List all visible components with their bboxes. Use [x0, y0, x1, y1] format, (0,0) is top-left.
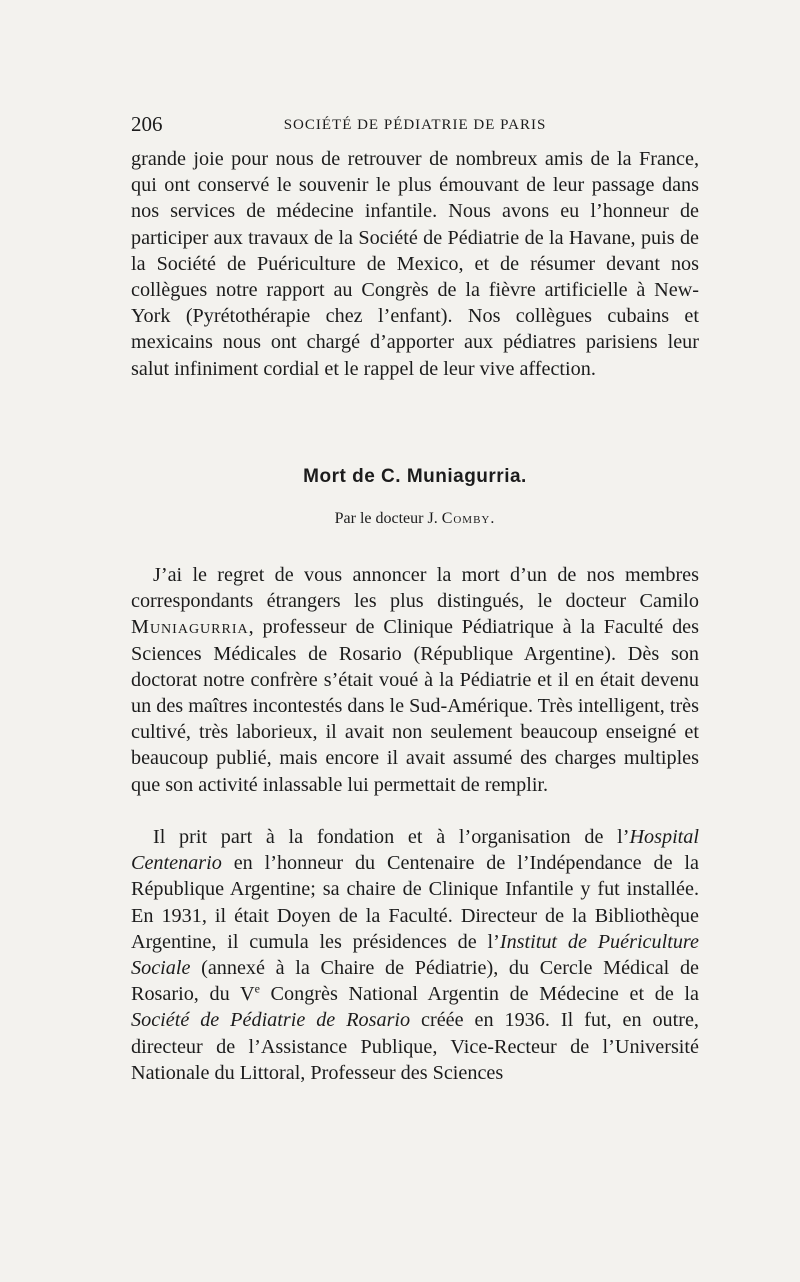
text-segment: Congrès National Argentin de Médecine et de la — [259, 983, 700, 1006]
superscript: e — [254, 981, 260, 996]
hospital-name: Hospital Centenario — [131, 826, 699, 875]
person-name: Muniagurria — [131, 616, 249, 639]
byline-prefix: Par le docteur J. — [334, 510, 438, 527]
page-number: 206 — [131, 112, 163, 136]
article-byline — [131, 510, 699, 528]
societe-name: Société de Pédiatrie de Rosario — [131, 1009, 411, 1032]
paragraph-announcement — [131, 562, 699, 798]
running-head: SOCIÉTÉ DE PÉDIATRIE DE PARIS — [283, 117, 547, 133]
paragraph-career — [131, 824, 699, 1086]
text-segment: J’ai le regret de vous annoncer la mort d’un de nos membres correspondants étrangers les plus distingués, le docteur Camilo — [131, 564, 699, 613]
article-title: Mort de C. Muniagurria. — [303, 466, 527, 487]
text-segment: Il prit part à la fondation et à l’organisation de l’ — [153, 826, 630, 848]
text-segment: créée en 1936. Il fut, en outre, directeur de l’Assistance Publique, Vice-Recteur de l’Université Nationale du Littoral, Professeur des Sciences — [131, 1009, 699, 1084]
text-segment: en l’honneur du Centenaire de l’Indépendance de la République Argentine; sa chaire de Clinique Infantile y fut installée. En 1931, il était Doyen de la Faculté. Directeur de la Bibliothèque Argentine, il cumula les présidences de l’ — [131, 852, 699, 953]
paragraph-continuation: grande joie pour nous de retrouver de nombreux amis de la France, qui ont conservé le souvenir le plus émouvant de leur passage dans nos services de médecine infantile. Nous avons eu l’honneur de participer aux travaux de la Société de Pédiatrie de la Havane, puis de la Société de Puériculture de Mexico, et de résumer devant nos collègues notre rapport au Congrès de la fièvre artificielle à New-York (Pyrétothérapie chez l’enfant). Nos collègues cubains et mexicains nous ont chargé d’apporter aux pédiatres parisiens leur salut infiniment cordial et le rappel de leur vive affection. — [131, 148, 699, 380]
institut-name: Institut de Puériculture Sociale — [131, 930, 699, 980]
text-segment: (annexé à la Chaire de Pédiatrie), du Cercle Médical de Rosario, du V — [131, 957, 699, 1006]
page-header — [131, 112, 699, 138]
text-segment: , professeur de Clinique Pédiatrique à la Faculté des Sciences Médicales de Rosario (République Argentine). Dès son doctorat notre confrère s’était voué à la Pédiatrie et il en était devenu un des maîtres incontestés dans le Sud-Amérique. Très intelligent, très cultivé, très laborieux, il avait non seulement beaucoup enseigné et beaucoup publié, mais encore il avait assumé des charges multiples que son activité inlassable lui permettait de remplir. — [131, 616, 699, 796]
author-name: Comby. — [441, 510, 496, 527]
